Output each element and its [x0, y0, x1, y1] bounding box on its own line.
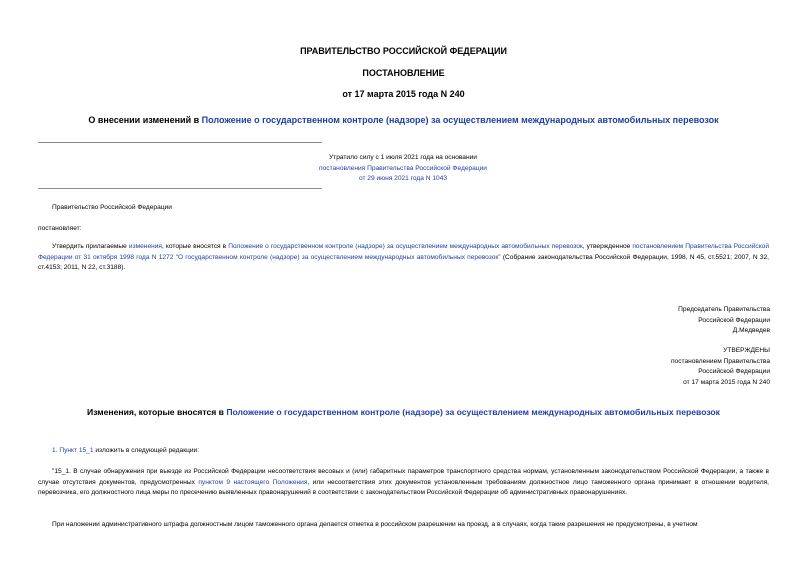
body-government: Правительство Российской Федерации	[52, 204, 172, 211]
approval-block	[671, 346, 770, 388]
body-paragraph	[38, 242, 769, 274]
signature-line-2: Российской Федерации	[698, 316, 770, 324]
approval-line-3: Российской Федерации	[698, 368, 770, 375]
approval-line-1: УТВЕРЖДЕНЫ	[723, 347, 770, 354]
q1-text-1: "15_1. В случае обнаружения при выезде из Российской Федерации несоответствия весовых и (или) габаритных параметров транспортного средства нормам, установленным законодательством Российской Федерации, а также в случае отсутствия документов, предусмотренных	[38, 468, 769, 486]
status-line-1: Утратило силу с 1 июля 2021 года на основании	[329, 154, 477, 161]
government-name: ПРАВИТЕЛЬСТВО РОССИЙСКОЙ ФЕДЕРАЦИИ	[300, 46, 507, 56]
quoted-paragraph-2: При наложении административного штрафа должностным лицом таможенного органа делается отметка в российском разрешении на проезд, а в случаях, когда такие разрешения не предусмотрены, в учетном	[52, 521, 698, 528]
p3-text-1: Утвердить прилагаемые	[52, 243, 129, 250]
changes-link[interactable]: изменения	[128, 243, 163, 250]
clause-9-link[interactable]: пунктом 9 настоящего Положения	[198, 478, 308, 486]
document-title	[0, 115, 807, 125]
title-link[interactable]: Положение о государственном контроле (надзоре) за осуществлением международных автомобильных перевозок	[201, 115, 719, 125]
signature-line-3: Д.Медведев	[732, 327, 770, 334]
signature-block	[678, 305, 770, 337]
change-item-1	[52, 446, 199, 457]
regulation-link[interactable]: Положение о государственном контроле (надзоре) за осуществлением международных автомобильных перевозок	[228, 243, 583, 250]
title-prefix: О внесении изменений в	[88, 115, 202, 125]
divider-top	[38, 142, 322, 143]
item-1-text: изложить в следующей редакции:	[93, 447, 200, 454]
status-link-decree[interactable]: постановления Правительства Российской Федерации	[319, 164, 487, 172]
document-type: ПОСТАНОВЛЕНИЕ	[362, 68, 445, 78]
q1-text-2: , или несоответствия этих документов установленным требованиям должностное лицо таможенного органа принимает в отношении водителя, перевозчика, его должностного лица меры по пресечению выявленных правонарушений в соответствии с законодательством Российской Федерации об административных правонарушениях.	[38, 478, 769, 496]
changes-heading	[0, 407, 807, 417]
p3-text-3: , утвержденное	[582, 243, 633, 250]
approval-line-2: постановлением Правительства	[670, 357, 770, 365]
quoted-paragraph-1	[38, 467, 769, 499]
item-15-1-link[interactable]: 1. Пункт 15_1	[52, 447, 94, 454]
document-date: от 17 марта 2015 года N 240	[342, 89, 465, 99]
p3-text-2: , которые вносятся в	[162, 243, 229, 250]
approval-line-4: от 17 марта 2015 года N 240	[683, 378, 770, 386]
status-note	[270, 153, 536, 185]
changes-heading-link[interactable]: Положение о государственном контроле (надзоре) за осуществлением международных автомобильных перевозок	[226, 407, 720, 417]
changes-heading-prefix: Изменения, которые вносятся в	[87, 407, 227, 417]
body-resolves: постановляет:	[38, 225, 82, 232]
status-link-date[interactable]: от 29 июня 2021 года N 1043	[358, 175, 448, 182]
decree-1272-link[interactable]: постановлением Правительства Российской Федерации от 31 октября 1998 года N 1272 "О государственном контроле (надзоре) за осуществлением международных автомобильных перевозок"	[38, 243, 769, 261]
signature-line-1: Председатель Правительства	[678, 306, 770, 313]
divider-bottom	[38, 188, 322, 189]
p3-text-4: (Собрание законодательства Российской Федерации, 1998, N 45, ст.5521; 2007, N 32, ст.4153; 2011, N 22, ст.3188).	[38, 253, 769, 271]
